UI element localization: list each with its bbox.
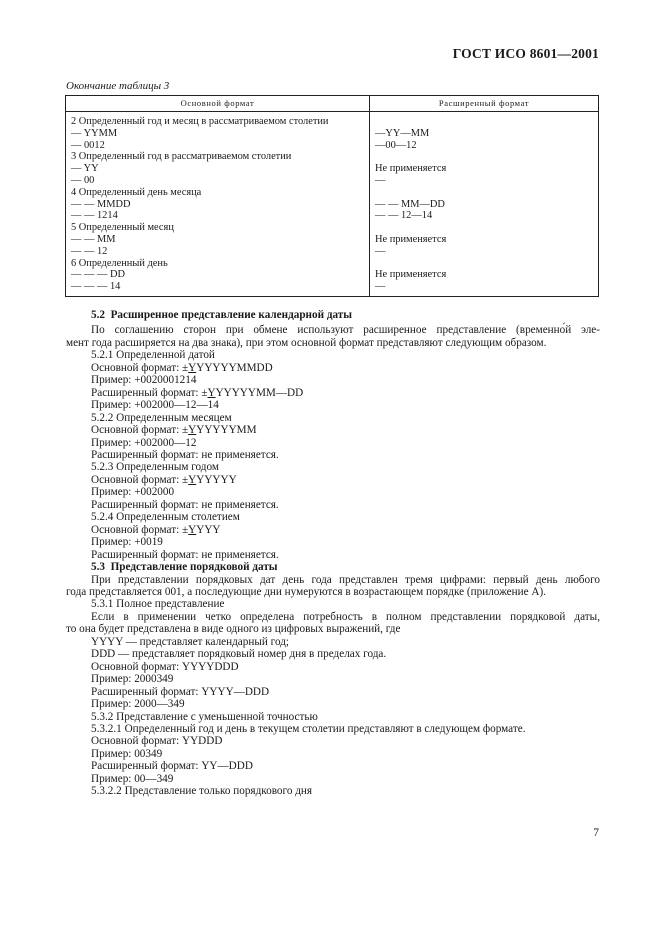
table-line <box>375 187 594 199</box>
subsection-heading: 5.2.4 Определенным столетием <box>91 511 240 524</box>
column-header-basic: Основной формат <box>66 96 370 112</box>
subsection-heading: 5.3.2 Представление с уменьшенной точностью <box>91 710 318 723</box>
example-line: Пример: +0020001214 <box>91 374 197 387</box>
definition-line: YYYY — представляет календарный год; <box>91 635 290 648</box>
basic-format-cell <box>66 112 370 297</box>
example-line: Пример: +002000—12 <box>91 436 197 449</box>
table-line <box>375 151 594 163</box>
format-line: Основной формат: YYYYDDD <box>91 660 239 673</box>
subsection-heading: 5.2.3 Определенным годом <box>91 461 219 474</box>
document-code: ГОСТ ИСО 8601—2001 <box>452 46 599 61</box>
format-label: Расширенный формат: ± <box>91 386 208 399</box>
paragraph-line: При представлении порядковых дат день года представлен тремя цифрами: первый день любого <box>91 573 600 586</box>
subsection-heading: 5.3.1 Полное представление <box>91 598 225 611</box>
table-line: — — MM—DD <box>375 198 445 210</box>
table-line: — — MMDD <box>71 198 131 210</box>
table-line: — <box>375 174 386 186</box>
table-line: — — MM <box>71 233 116 245</box>
table-header-row <box>66 96 599 112</box>
example-line: Пример: 00—349 <box>91 772 174 785</box>
table-line: — — — 14 <box>71 281 121 293</box>
format-value: YYYYYMMDD <box>196 361 273 374</box>
section-title: Представление порядковой даты <box>110 561 278 574</box>
definition-line: DDD — представляет порядковый номер дня в пределах года. <box>91 648 387 661</box>
subsection-heading: 5.2.2 Определенным месяцем <box>91 411 232 424</box>
table-caption: Окончание таблицы 3 <box>66 80 170 92</box>
table-line: 2 Определенный год и месяц в рассматриваемом столетии <box>71 116 329 127</box>
table-line: — 00 <box>71 174 95 186</box>
underlined-char: Y <box>188 361 197 374</box>
format-line <box>66 362 600 374</box>
format-label: Основной формат: ± <box>91 424 189 437</box>
table-line: — — 1214 <box>71 210 118 222</box>
section-title: Расширенное представление календарной даты <box>110 309 353 321</box>
table-line: 5 Определенный месяц <box>71 222 174 234</box>
subsection-heading: 5.3.2.2 Представление только порядкового дня <box>91 785 313 798</box>
page-number: 7 <box>593 827 599 839</box>
paragraph-line: По соглашению сторон при обмене используют расширенное представление (временно́й эле- <box>91 324 600 337</box>
format-value: YYY <box>196 523 221 536</box>
format-line <box>66 524 600 536</box>
table-line: 4 Определенный день месяца <box>71 186 202 198</box>
table-line: — YY <box>71 163 99 175</box>
document-body <box>66 309 600 798</box>
table-line: — YYMM <box>71 127 118 139</box>
table-line: 3 Определенный год в рассматриваемом столетии <box>71 151 292 163</box>
format-value: YYYYYMM <box>196 424 257 437</box>
table-line: — 0012 <box>71 139 105 151</box>
table-line: — <box>375 281 386 293</box>
table-line: — — 12—14 <box>375 210 433 222</box>
format-line: Расширенный формат: не применяется. <box>91 548 279 561</box>
section-heading-5-2 <box>66 309 600 321</box>
underlined-char: Y <box>207 386 216 399</box>
paragraph-line: года представляется 001, а последующие дни нумеруются в возрастающем порядке (приложение А). <box>66 585 546 598</box>
table-line: —YY—MM <box>375 127 430 139</box>
format-table <box>65 95 599 297</box>
table-line: Не применяется <box>375 269 447 281</box>
table-line <box>375 222 594 234</box>
underlined-char: Y <box>188 424 197 437</box>
example-line: Пример: +002000—12—14 <box>91 399 219 412</box>
format-label: Основной формат: ± <box>91 473 189 486</box>
example-line: Пример: 2000349 <box>91 673 174 686</box>
paragraph-line: Если в применении четко определена потребность в полном представлении порядковой даты, <box>91 610 600 623</box>
table-line: Не применяется <box>375 163 447 175</box>
example-line: Пример: +002000 <box>91 486 175 499</box>
format-line: Расширенный формат: YY—DDD <box>91 760 253 773</box>
paragraph-line: мент года расширяется на два знака), при этом основной формат представляют следующим образом. <box>66 336 547 349</box>
table-line: —00—12 <box>375 139 417 151</box>
table-line: — <box>375 245 386 257</box>
table-line: Не применяется <box>375 233 447 245</box>
table-line: — — — DD <box>71 269 125 281</box>
format-line: Основной формат: YYDDD <box>91 735 223 748</box>
section-number: 5.3 <box>91 561 105 574</box>
format-line <box>66 424 600 436</box>
format-line: Расширенный формат: не применяется. <box>91 448 279 461</box>
example-line: Пример: 2000—349 <box>91 698 185 711</box>
section-heading-5-3 <box>66 561 600 573</box>
underlined-char: Y <box>188 523 197 536</box>
table-line: 6 Определенный день <box>71 257 168 269</box>
example-line: Пример: 00349 <box>91 747 163 760</box>
table-line <box>375 258 594 270</box>
subsection-heading: 5.2.1 Определенной датой <box>91 349 215 362</box>
section-number: 5.2 <box>91 309 105 321</box>
format-line: Расширенный формат: не применяется. <box>91 498 279 511</box>
format-line: Расширенный формат: YYYY—DDD <box>91 685 270 698</box>
subsection-heading: 5.3.2.1 Определенный год и день в текущем столетии представляют в следующем формате. <box>91 722 526 735</box>
extended-format-cell <box>370 112 599 297</box>
example-line: Пример: +0019 <box>91 536 163 549</box>
format-value: YYYYYMM—DD <box>215 386 304 399</box>
table-line: — — 12 <box>71 245 108 257</box>
format-value: YYYYY <box>196 473 237 486</box>
format-line <box>66 474 600 486</box>
paragraph-line: то она будет представлена в виде одного из цифровых выражений, где <box>66 623 401 636</box>
table-line <box>375 116 594 128</box>
format-label: Основной формат: ± <box>91 523 189 536</box>
format-label: Основной формат: ± <box>91 361 189 374</box>
format-line <box>66 387 600 399</box>
table-row <box>66 112 599 297</box>
underlined-char: Y <box>188 473 197 486</box>
column-header-extended: Расширенный формат <box>370 96 599 112</box>
